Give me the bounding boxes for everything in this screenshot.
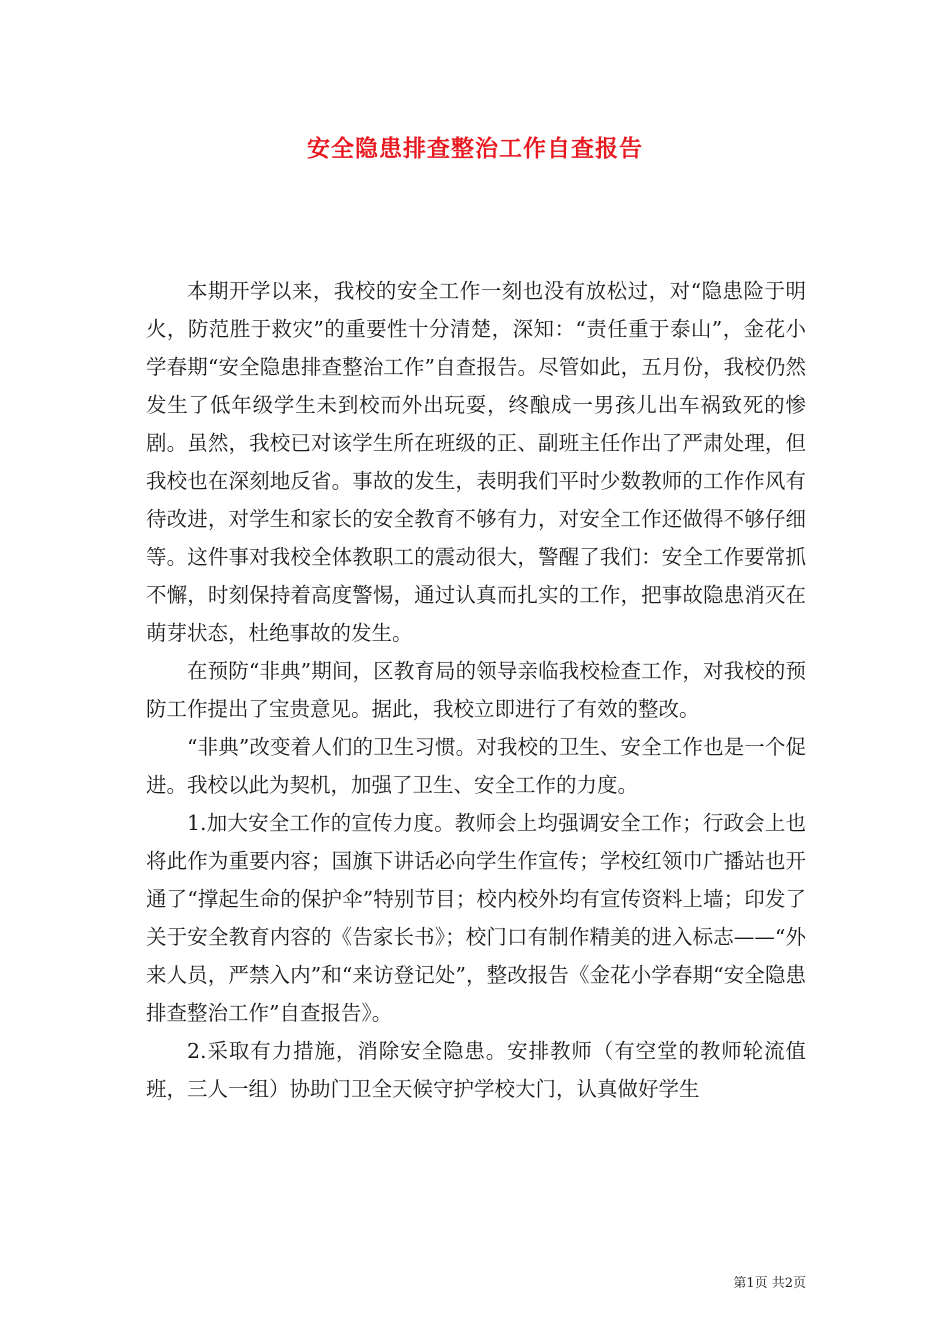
paragraph-1: 本期开学以来，我校的安全工作一刻也没有放松过，对“隐患险于明火，防范胜于救灾”的重要性十分清楚，深知：“责任重于泰山”，金花小学春期“安全隐患排查整治工作”自查报告。尽管如此，五月份，我校仍然发生了低年级学生未到校而外出玩耍，终酿成一男孩儿出车祸致死的惨剧。虽然，我校已对该学生所在班级的正、副班主任作出了严肃处理，但我校也在深刻地反省。事故的发生，表明我们平时少数教师的工作作风有待改进，对学生和家长的安全教育不够有力，对安全工作还做得不够仔细等。这件事对我校全体教职工的震动很大，警醒了我们：安全工作要常抓不懈，时刻保持着高度警惕，通过认真而扎实的工作，把事故隐患消灭在萌芽状态，杜绝事故的发生。 bbox=[146, 279, 806, 645]
paragraph-2: 在预防“非典”期间，区教育局的领导亲临我校检查工作，对我校的预防工作提出了宝贵意见。据此，我校立即进行了有效的整改。 bbox=[146, 659, 806, 721]
paragraph-5: 2.采取有力措施，消除安全隐患。安排教师（有空堂的教师轮流值班，三人一组）协助门卫全天候守护学校大门，认真做好学生 bbox=[146, 1039, 806, 1101]
paragraph-3: “非典”改变着人们的卫生习惯。对我校的卫生、安全工作也是一个促进。我校以此为契机，加强了卫生、安全工作的力度。 bbox=[146, 735, 806, 797]
document-title: 安全隐患排查整治工作自查报告 bbox=[307, 135, 643, 162]
document-body bbox=[146, 272, 806, 1108]
page-number-footer: 第1页 共2页 bbox=[733, 1276, 806, 1291]
paragraph-4: 1.加大安全工作的宣传力度。教师会上均强调安全工作；行政会上也将此作为重要内容；国旗下讲话必向学生作宣传；学校红领巾广播站也开通了“撑起生命的保护伞”特别节目；校内校外均有宣传资料上墙；印发了关于安全教育内容的《告家长书》；校门口有制作精美的进入标志——“外来人员，严禁入内”和“来访登记处”，整改报告《金花小学春期“安全隐患排查整治工作”自查报告》。 bbox=[146, 811, 806, 1025]
